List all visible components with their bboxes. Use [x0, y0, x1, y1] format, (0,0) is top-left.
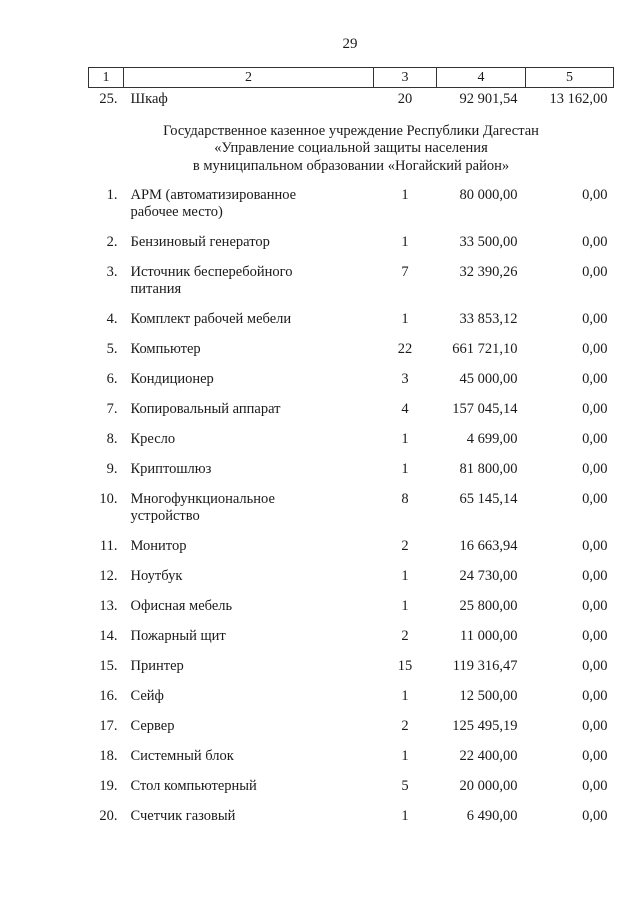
item-depreciation: 0,00 [582, 778, 608, 794]
row-number: 14. [99, 628, 118, 644]
row-number: 1. [106, 187, 118, 203]
item-value: 25 800,00 [459, 598, 518, 614]
item-value: 33 853,12 [459, 311, 518, 327]
item-name-line: Монитор [130, 538, 187, 554]
item-name [124, 258, 374, 305]
item-quantity: 7 [401, 264, 409, 280]
row-number: 7. [106, 401, 118, 417]
row-number: 11. [99, 538, 118, 554]
row-number: 2. [106, 234, 118, 250]
item-name [124, 712, 374, 742]
item-name-line: питания [130, 281, 182, 297]
item-name-line: Многофункциональное [130, 491, 275, 507]
item-quantity: 2 [401, 538, 409, 554]
table-row [89, 485, 614, 532]
organization-line: «Управление социальной защиты населения [214, 140, 488, 156]
item-name [124, 305, 374, 335]
item-name-line: Сервер [130, 718, 175, 734]
item-depreciation: 0,00 [582, 187, 608, 203]
table-row [89, 742, 614, 772]
header-cell: 1 [89, 68, 124, 88]
row-number: 12. [99, 568, 118, 584]
item-value: 81 800,00 [459, 461, 518, 477]
item-name-line: Системный блок [130, 748, 234, 764]
item-name-line: Копировальный аппарат [130, 401, 281, 417]
item-name-line: АРМ (автоматизированное [130, 187, 297, 203]
item-quantity: 1 [401, 431, 409, 447]
row-number: 20. [99, 808, 118, 824]
item-value: 661 721,10 [452, 341, 518, 357]
header-cell: 2 [124, 68, 374, 88]
item-name [124, 652, 374, 682]
row-number: 3. [106, 264, 118, 280]
table-header-row [89, 68, 614, 88]
item-value: 65 145,14 [459, 491, 518, 507]
item-name [124, 532, 374, 562]
row-number: 4. [106, 311, 118, 327]
item-depreciation: 0,00 [582, 461, 608, 477]
item-quantity: 15 [397, 658, 413, 674]
item-quantity: 3 [401, 371, 409, 387]
organization-heading-row [89, 113, 614, 182]
item-name-line: Сейф [130, 688, 164, 704]
item-depreciation: 0,00 [582, 568, 608, 584]
item-depreciation: 0,00 [582, 234, 608, 250]
item-name-line: Счетчик газовый [130, 808, 236, 824]
property-table [88, 67, 614, 832]
table-row [89, 712, 614, 742]
item-depreciation: 0,00 [582, 658, 608, 674]
item-quantity: 1 [401, 234, 409, 250]
item-value: 22 400,00 [459, 748, 518, 764]
item-quantity: 22 [397, 341, 413, 357]
item-quantity: 8 [401, 491, 409, 507]
item-depreciation: 0,00 [582, 311, 608, 327]
item-depreciation: 0,00 [582, 491, 608, 507]
table-row [89, 305, 614, 335]
item-name [124, 335, 374, 365]
item-depreciation: 0,00 [582, 371, 608, 387]
item-value: 157 045,14 [452, 401, 518, 417]
item-name: Шкаф [130, 91, 168, 107]
item-value: 24 730,00 [459, 568, 518, 584]
item-name-line: Комплект рабочей мебели [130, 311, 292, 327]
item-depreciation: 0,00 [582, 718, 608, 734]
item-quantity: 1 [401, 568, 409, 584]
item-depreciation: 13 162,00 [549, 91, 608, 107]
item-value: 20 000,00 [459, 778, 518, 794]
header-cell: 4 [437, 68, 526, 88]
item-value: 16 663,94 [459, 538, 518, 554]
table-row [89, 772, 614, 802]
item-depreciation: 0,00 [582, 598, 608, 614]
item-name-line: Принтер [130, 658, 184, 674]
item-quantity: 1 [401, 748, 409, 764]
item-depreciation: 0,00 [582, 628, 608, 644]
table-row [89, 622, 614, 652]
item-depreciation: 0,00 [582, 341, 608, 357]
item-name [124, 485, 374, 532]
table-row [89, 88, 614, 113]
table-row [89, 455, 614, 485]
item-value: 119 316,47 [452, 658, 518, 674]
row-number: 16. [99, 688, 118, 704]
item-name [124, 228, 374, 258]
item-name [124, 181, 374, 228]
item-name-line: Бензиновый генератор [130, 234, 270, 250]
item-name-line: Офисная мебель [130, 598, 233, 614]
item-quantity: 1 [401, 461, 409, 477]
item-name-line: Криптошлюз [130, 461, 212, 477]
header-cell: 5 [526, 68, 614, 88]
item-name [124, 622, 374, 652]
item-quantity: 1 [401, 187, 409, 203]
item-depreciation: 0,00 [582, 808, 608, 824]
item-name-line: Кресло [130, 431, 176, 447]
item-name-line: рабочее место) [130, 204, 223, 220]
row-number: 17. [99, 718, 118, 734]
item-depreciation: 0,00 [582, 401, 608, 417]
item-name-line: Стол компьютерный [130, 778, 257, 794]
table-row [89, 181, 614, 228]
table-row [89, 652, 614, 682]
table-row [89, 592, 614, 622]
row-number: 9. [106, 461, 118, 477]
row-number: 13. [99, 598, 118, 614]
item-value: 12 500,00 [459, 688, 518, 704]
table-row [89, 395, 614, 425]
page-number: 29 [342, 36, 358, 52]
table-row [89, 335, 614, 365]
item-name [124, 772, 374, 802]
item-depreciation: 0,00 [582, 538, 608, 554]
item-value: 6 490,00 [466, 808, 518, 824]
organization-heading [89, 113, 614, 182]
item-depreciation: 0,00 [582, 264, 608, 280]
item-name-line: Источник бесперебойного [130, 264, 293, 280]
item-quantity: 1 [401, 311, 409, 327]
item-depreciation: 0,00 [582, 431, 608, 447]
item-value: 32 390,26 [459, 264, 518, 280]
item-name-line: Кондиционер [130, 371, 214, 387]
item-quantity: 1 [401, 688, 409, 704]
item-quantity: 1 [401, 808, 409, 824]
row-number: 19. [99, 778, 118, 794]
table-row [89, 425, 614, 455]
table-row [89, 532, 614, 562]
item-value: 92 901,54 [459, 91, 518, 107]
table-row [89, 802, 614, 832]
item-value: 125 495,19 [452, 718, 518, 734]
item-quantity: 4 [401, 401, 409, 417]
row-number: 18. [99, 748, 118, 764]
row-number: 5. [106, 341, 118, 357]
item-name [124, 682, 374, 712]
item-value: 4 699,00 [466, 431, 518, 447]
item-name [124, 365, 374, 395]
organization-line: в муниципальном образовании «Ногайский район» [192, 157, 510, 174]
row-number: 10. [99, 491, 118, 507]
row-number: 6. [106, 371, 118, 387]
item-name [124, 742, 374, 772]
item-name [124, 395, 374, 425]
item-value: 11 000,00 [460, 628, 518, 644]
item-depreciation: 0,00 [582, 688, 608, 704]
item-name-line: Ноутбук [130, 568, 183, 584]
item-name [124, 455, 374, 485]
table-row [89, 682, 614, 712]
item-value: 45 000,00 [459, 371, 518, 387]
row-number: 15. [99, 658, 118, 674]
table-row [89, 365, 614, 395]
item-name-line: Компьютер [130, 341, 201, 357]
item-quantity: 1 [401, 598, 409, 614]
row-number: 25. [99, 91, 118, 107]
organization-line: Государственное казенное учреждение Республики Дагестан [163, 122, 539, 139]
item-quantity: 20 [397, 91, 413, 107]
table-row [89, 562, 614, 592]
table-row [89, 228, 614, 258]
item-depreciation: 0,00 [582, 748, 608, 764]
item-name [124, 562, 374, 592]
row-number: 8. [106, 431, 118, 447]
item-value: 80 000,00 [459, 187, 518, 203]
item-name-line: устройство [130, 508, 200, 524]
item-name [124, 802, 374, 832]
table-row [89, 258, 614, 305]
item-quantity: 5 [401, 778, 409, 794]
header-cell: 3 [374, 68, 437, 88]
item-name-line: Пожарный щит [130, 628, 226, 644]
item-name [124, 592, 374, 622]
item-quantity: 2 [401, 628, 409, 644]
item-value: 33 500,00 [459, 234, 518, 250]
item-quantity: 2 [401, 718, 409, 734]
item-name [124, 425, 374, 455]
